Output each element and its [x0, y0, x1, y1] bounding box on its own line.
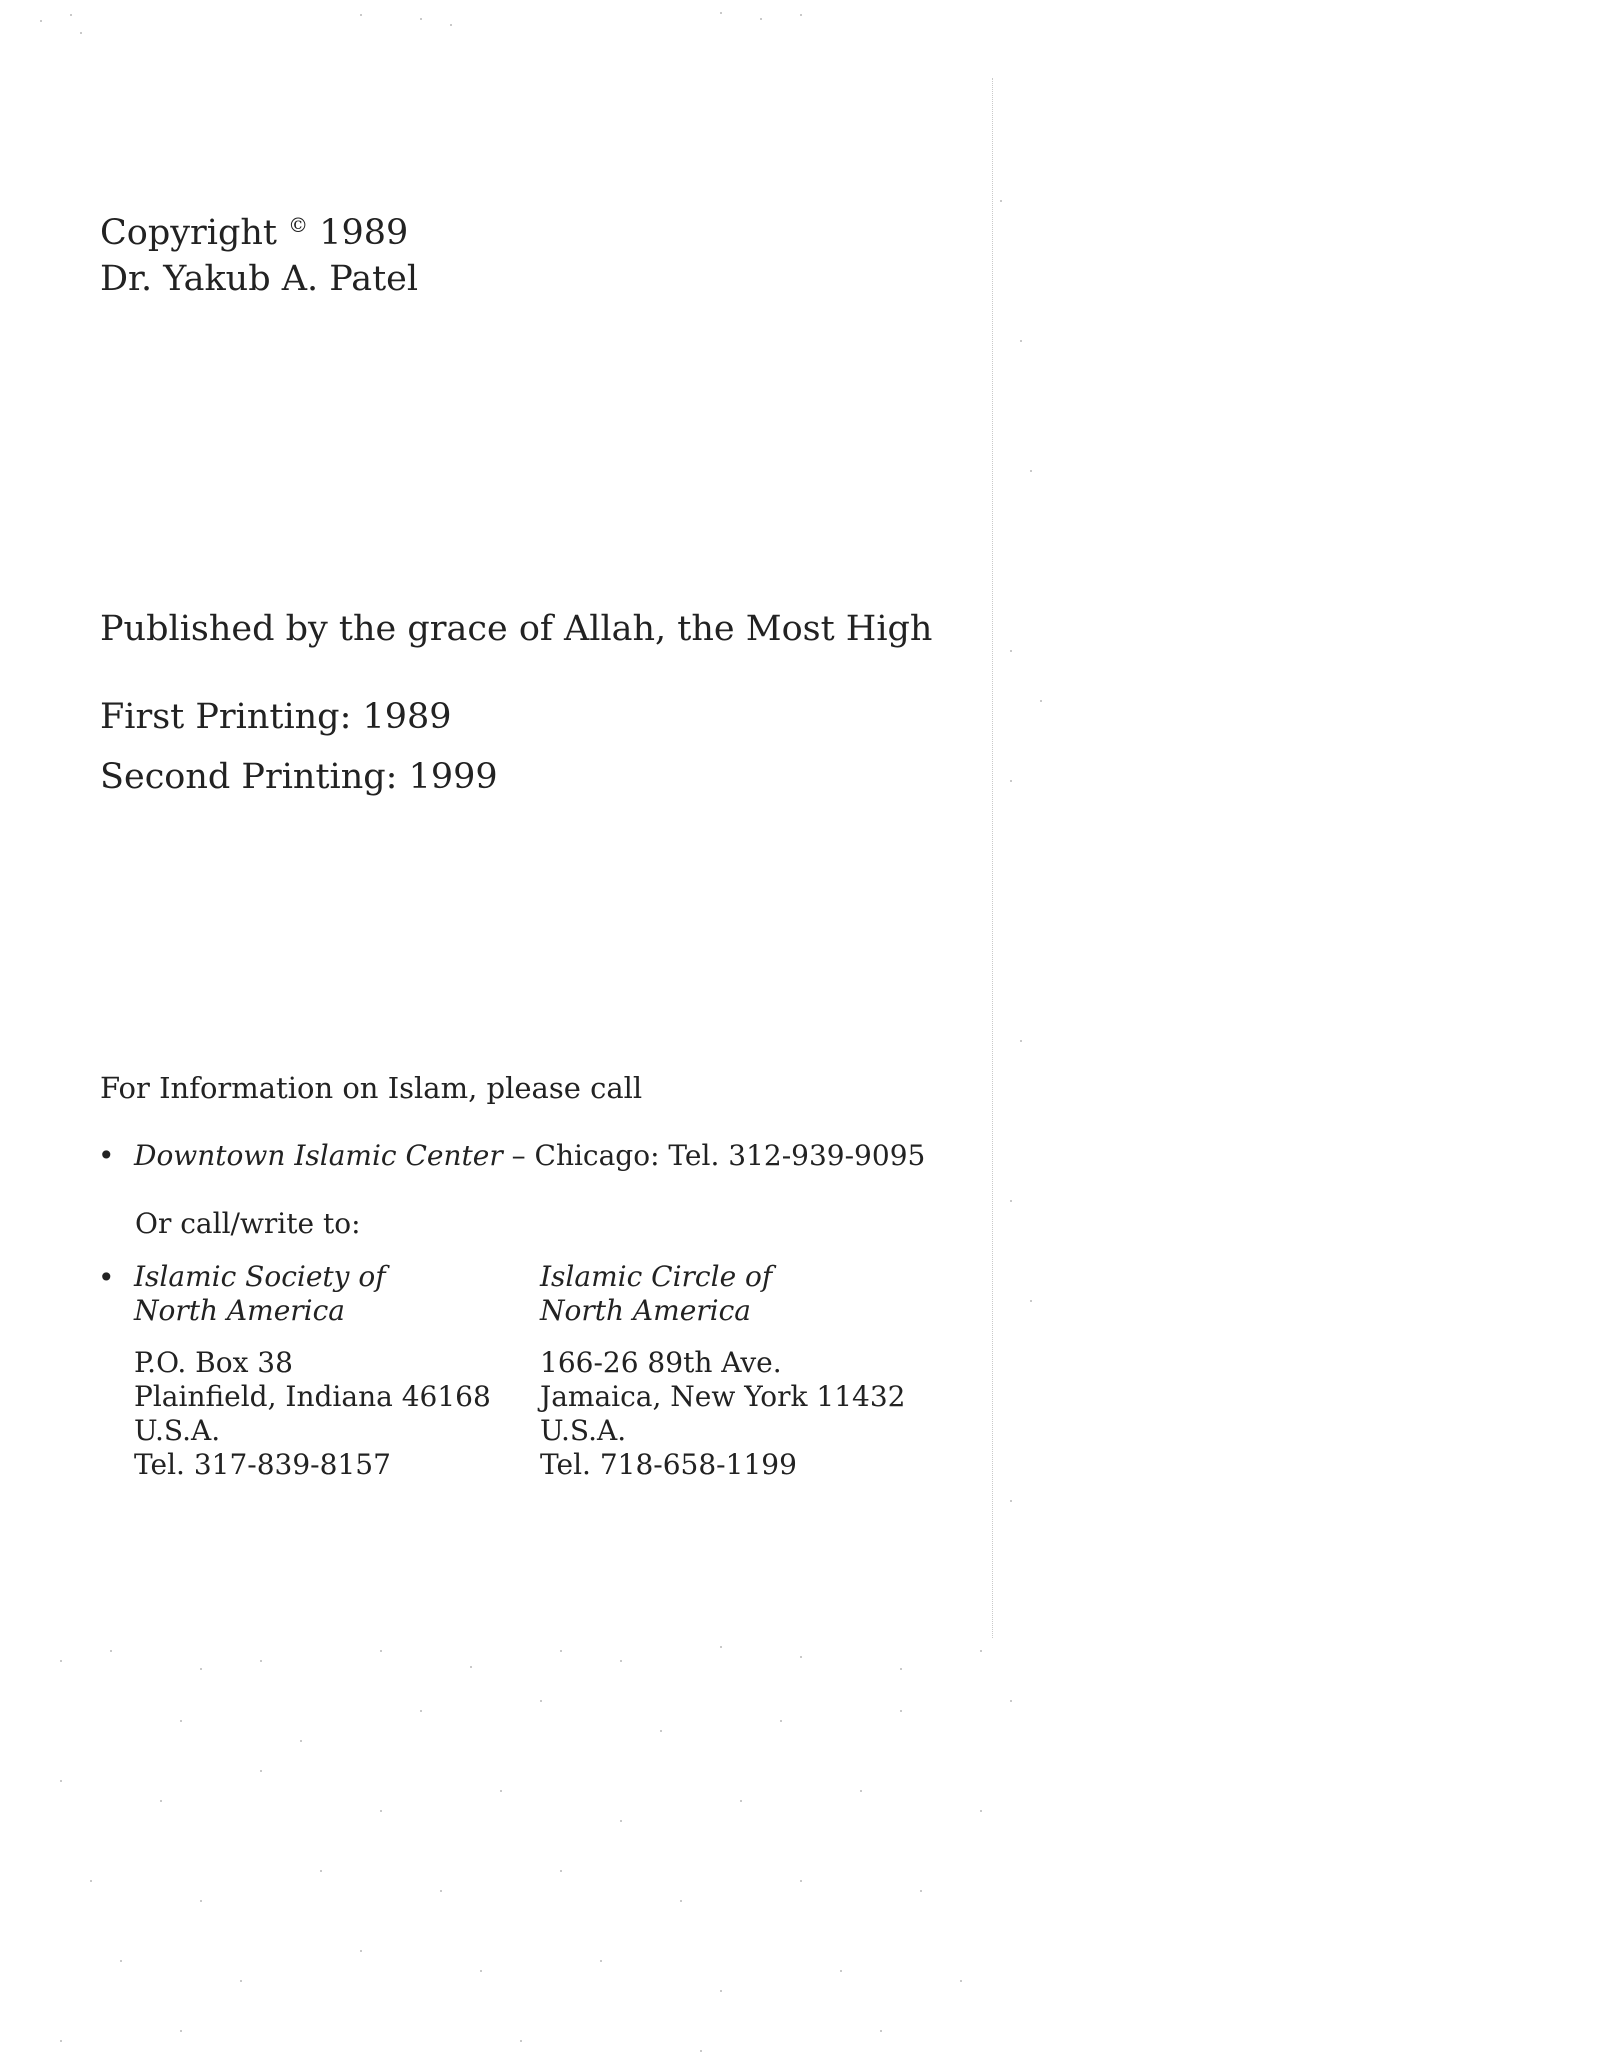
- scan-speck: [160, 1800, 162, 1802]
- scan-speck: [780, 1720, 782, 1722]
- scan-edge-line: [992, 78, 993, 1638]
- scan-speck: [1020, 340, 1022, 342]
- scan-speck: [1030, 470, 1032, 472]
- org-isna-phone: Tel. 317-839-8157: [134, 1448, 391, 1481]
- scan-speck: [180, 1720, 182, 1722]
- copyright-author: Dr. Yakub A. Patel: [100, 259, 419, 299]
- scan-speck: [180, 2030, 182, 2032]
- scan-speck: [560, 1650, 562, 1652]
- org-isna-address-line: P.O. Box 38: [134, 1346, 293, 1379]
- scan-speck: [120, 1960, 122, 1962]
- scan-speck: [380, 1650, 382, 1652]
- org-icna-address-line: 166-26 89th Ave.: [540, 1346, 782, 1379]
- scan-speck: [800, 1656, 802, 1658]
- copyright-line: [100, 202, 418, 256]
- copyright-symbol: ©: [288, 213, 309, 237]
- scan-speck: [380, 1810, 382, 1812]
- scan-speck: [800, 14, 802, 16]
- scan-speck: [720, 1646, 722, 1648]
- scan-speck: [1000, 200, 1002, 202]
- scan-speck: [720, 12, 722, 14]
- scan-speck: [520, 2040, 522, 2042]
- scan-speck: [1010, 780, 1012, 782]
- scan-speck: [1010, 1500, 1012, 1502]
- scan-speck: [450, 24, 452, 26]
- scan-speck: [600, 1960, 602, 1962]
- scan-speck: [860, 1790, 862, 1792]
- or-call-text: Or call/write to:: [135, 1207, 361, 1240]
- scan-speck: [90, 1880, 92, 1882]
- scan-speck: [1010, 650, 1012, 652]
- org-icna-address-line: Jamaica, New York 11432: [540, 1380, 906, 1413]
- org-isna-address-line: Plainfield, Indiana 46168: [134, 1380, 491, 1413]
- scan-speck: [200, 1900, 202, 1902]
- scan-speck: [760, 18, 762, 20]
- scan-speck: [800, 1880, 802, 1882]
- org-isna-name-line1: Islamic Society of: [134, 1260, 386, 1293]
- scan-speck: [1040, 700, 1042, 702]
- scan-speck: [620, 1660, 622, 1662]
- downtown-text: [134, 1138, 925, 1174]
- copyright-block: [100, 202, 418, 302]
- org-icna-phone: Tel. 718-658-1199: [540, 1448, 797, 1481]
- scan-speck: [60, 1660, 62, 1662]
- scan-speck: [480, 1970, 482, 1972]
- scan-speck: [660, 1730, 662, 1732]
- scan-speck: [360, 1950, 362, 1952]
- scan-speck: [440, 1890, 442, 1892]
- scan-speck: [60, 2040, 62, 2042]
- scan-speck: [920, 1890, 922, 1892]
- first-printing: First Printing: 1989: [100, 697, 452, 737]
- org-icna-name-line2: North America: [540, 1294, 751, 1327]
- scan-speck: [1010, 1700, 1012, 1702]
- scan-speck: [560, 1870, 562, 1872]
- scan-speck: [500, 1790, 502, 1792]
- scan-speck: [900, 1668, 902, 1670]
- scan-speck: [360, 14, 362, 16]
- scan-speck: [1020, 1040, 1022, 1042]
- downtown-center-detail: – Chicago: Tel. 312-939-9095: [502, 1139, 926, 1172]
- scan-speck: [540, 1700, 542, 1702]
- scan-speck: [320, 1870, 322, 1872]
- org-isna-name-line2: North America: [134, 1294, 345, 1327]
- scan-speck: [960, 1980, 962, 1982]
- bullet-mark: •: [98, 1139, 115, 1172]
- scan-speck: [80, 32, 82, 34]
- scan-speck: [40, 20, 42, 22]
- scan-speck: [720, 1990, 722, 1992]
- downtown-center-name: Downtown Islamic Center: [134, 1139, 503, 1172]
- scan-speck: [700, 2050, 702, 2052]
- scan-speck: [260, 1770, 262, 1772]
- scan-speck: [740, 1800, 742, 1802]
- scan-speck: [200, 1668, 202, 1670]
- scan-speck: [470, 1666, 472, 1668]
- scan-speck: [1030, 1300, 1032, 1302]
- org-icna-name-line1: Islamic Circle of: [540, 1260, 773, 1293]
- info-heading: For Information on Islam, please call: [100, 1071, 643, 1105]
- scan-speck: [260, 1660, 262, 1662]
- scan-speck: [900, 1710, 902, 1712]
- scan-speck: [840, 1970, 842, 1972]
- published-statement: Published by the grace of Allah, the Most High: [100, 609, 933, 649]
- org-icna-address-line: U.S.A.: [540, 1414, 627, 1447]
- scan-speck: [420, 18, 422, 20]
- org-isna-address-line: U.S.A.: [134, 1414, 221, 1447]
- scan-speck: [680, 1900, 682, 1902]
- copyright-year: 1989: [319, 213, 409, 253]
- scan-speck: [980, 1650, 982, 1652]
- scan-speck: [110, 1650, 112, 1652]
- scan-speck: [60, 1780, 62, 1782]
- scan-speck: [620, 1820, 622, 1822]
- scan-speck: [300, 1740, 302, 1742]
- bullet-mark: •: [98, 1261, 115, 1294]
- copyright-label: Copyright: [100, 213, 277, 253]
- scan-speck: [70, 14, 72, 16]
- scan-speck: [240, 1980, 242, 1982]
- scan-speck: [420, 1710, 422, 1712]
- scan-speck: [880, 2030, 882, 2032]
- scan-speck: [980, 1810, 982, 1812]
- scan-speck: [1010, 1200, 1012, 1202]
- second-printing: Second Printing: 1999: [100, 757, 498, 797]
